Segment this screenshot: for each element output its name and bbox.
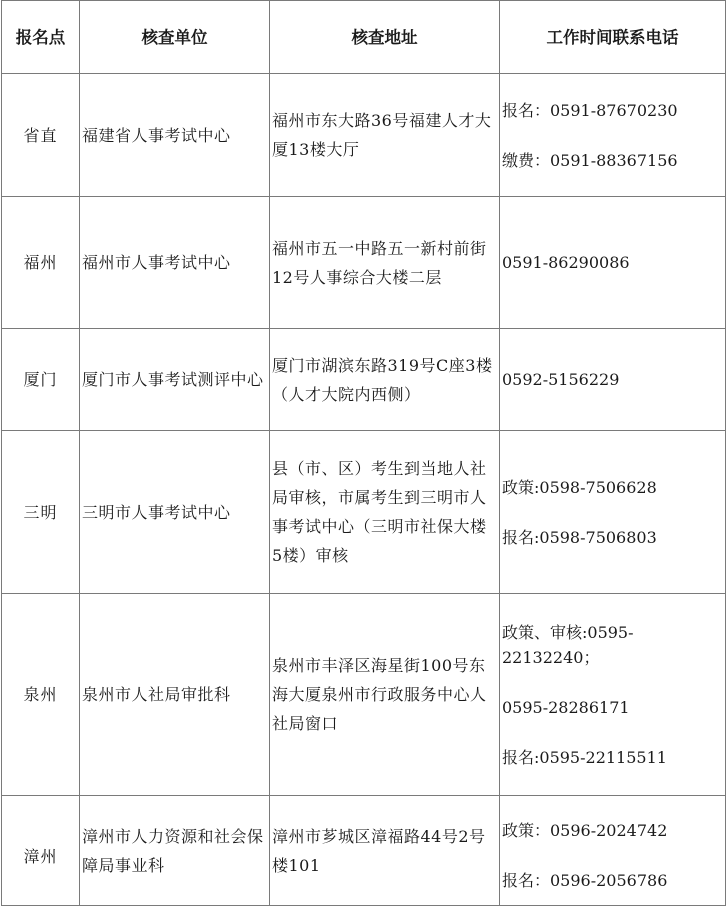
row-point-text: 漳州 (23, 847, 58, 866)
row-phone (500, 796, 726, 906)
table-row (2, 431, 726, 594)
table-row (2, 594, 726, 796)
phone-line: 报名:0598-7506803 (502, 527, 657, 547)
table-row (2, 197, 726, 329)
row-address: 厦门市湖滨东路319号C座3楼（人才大院内西侧） (270, 329, 500, 431)
row-phone (500, 329, 726, 431)
table-row (2, 329, 726, 431)
phone-line: 0591-86290086 (502, 253, 630, 272)
row-point: 泉州 (2, 594, 80, 796)
header-point: 报名点 (2, 1, 80, 74)
row-address: 县（市、区）考生到当地人社局审核，市属考生到三明市人事考试中心（三明市社保大楼5楼）审核 (270, 431, 500, 594)
row-point (2, 796, 80, 906)
phone-line: 0592-5156229 (502, 370, 620, 389)
verification-table (1, 0, 726, 906)
phone-line: 缴费：0591-88367156 (502, 150, 678, 170)
row-point: 省直 (2, 74, 80, 197)
header-address: 核查地址 (270, 1, 500, 74)
phone-line: 政策：0596-2024742 (502, 821, 668, 840)
header-phone: 工作时间联系电话 (500, 1, 726, 74)
row-phone (500, 431, 726, 594)
row-unit: 三明市人事考试中心 (80, 431, 270, 594)
row-address-text: 漳州市芗城区漳福路44号2号楼101 (272, 827, 486, 875)
row-point: 福州 (2, 197, 80, 329)
row-unit-text: 漳州市人力资源和社会保障局事业科 (82, 827, 264, 875)
phone-line: 0595-28286171 (502, 697, 630, 717)
row-unit: 泉州市人社局审批科 (80, 594, 270, 796)
row-phone (500, 197, 726, 329)
header-unit: 核查单位 (80, 1, 270, 74)
row-point: 厦门 (2, 329, 80, 431)
row-address: 福州市五一中路五一新村前街12号人事综合大楼二层 (270, 197, 500, 329)
phone-line: 报名:0595-22115511 (502, 747, 667, 767)
header-row (2, 1, 726, 74)
phone-line: 政策、审核:0595-22132240； (502, 622, 634, 667)
table-row (2, 74, 726, 197)
row-unit: 福州市人事考试中心 (80, 197, 270, 329)
row-unit (80, 796, 270, 906)
phone-line: 报名：0596-2056786 (502, 871, 668, 890)
row-unit: 厦门市人事考试测评中心 (80, 329, 270, 431)
row-address: 福州市东大路36号福建人才大厦13楼大厅 (270, 74, 500, 197)
row-point: 三明 (2, 431, 80, 594)
row-address (270, 796, 500, 906)
row-phone (500, 74, 726, 197)
table-row (2, 796, 726, 906)
row-address: 泉州市丰泽区海星街100号东海大厦泉州市行政服务中心人社局窗口 (270, 594, 500, 796)
row-unit: 福建省人事考试中心 (80, 74, 270, 197)
phone-line: 政策:0598-7506628 (502, 477, 657, 497)
phone-line: 报名：0591-87670230 (502, 100, 678, 120)
row-phone (500, 594, 726, 796)
